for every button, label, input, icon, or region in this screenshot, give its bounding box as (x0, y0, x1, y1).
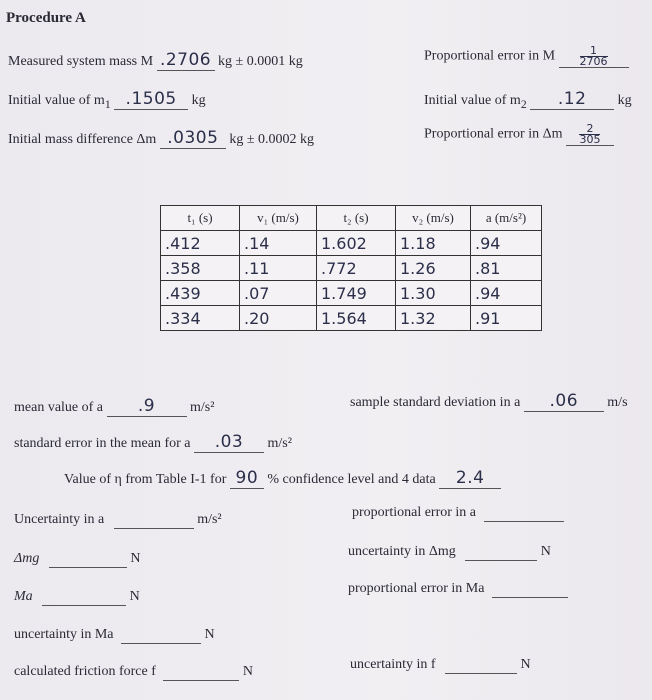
unc-a-row (14, 512, 222, 529)
eta-confidence-value[interactable]: 90 (230, 468, 264, 489)
measured-mass-label: Measured system mass M (8, 54, 154, 69)
initial-m1-value[interactable]: .1505 (114, 89, 188, 110)
eta-row (64, 468, 501, 489)
header-t1: t₁ (s) (161, 206, 240, 231)
mass-diff-label: Initial mass difference Δm (8, 132, 157, 147)
sd-a-value[interactable]: .06 (524, 391, 604, 412)
initial-m2-label: Initial value of m (424, 93, 521, 108)
initial-m1-sub: 1 (104, 97, 111, 111)
unc-f-label: uncertainty in f (350, 657, 436, 672)
table-cell[interactable]: .94 (471, 231, 542, 256)
mean-a-value[interactable]: .9 (107, 396, 187, 417)
prop-error-dm-label: Proportional error in Δm (424, 126, 563, 142)
table-cell[interactable]: .94 (471, 281, 542, 306)
table-cell[interactable]: .91 (471, 306, 542, 331)
initial-m2-sub: 2 (520, 97, 527, 111)
eta-label-b: % confidence level and 4 data (267, 472, 436, 487)
table-cell[interactable]: 1.26 (396, 256, 471, 281)
se-a-value[interactable]: .03 (194, 432, 264, 453)
unc-dmg-units: N (540, 544, 551, 559)
initial-m2-row (424, 89, 632, 111)
prop-error-m-label: Proportional error in M (424, 48, 556, 64)
table-cell[interactable]: .11 (240, 256, 317, 281)
prop-error-m-field[interactable] (559, 46, 629, 68)
ma-field[interactable] (42, 589, 126, 606)
table-cell[interactable]: 1.749 (317, 281, 396, 306)
mean-a-label: mean value of a (14, 400, 104, 415)
se-a-units: m/s² (267, 436, 292, 451)
prop-error-dm-num: 2 (586, 122, 594, 135)
measured-mass-value[interactable]: .2706 (157, 50, 215, 71)
table-row (161, 256, 542, 281)
unc-f-row (350, 657, 531, 674)
table-header-row (161, 206, 542, 231)
unc-a-label: Uncertainty in a (14, 512, 105, 527)
prop-a-label: proportional error in a (352, 505, 477, 520)
dmg-field[interactable] (49, 551, 127, 568)
mass-diff-row (8, 128, 314, 149)
sd-a-row (350, 391, 628, 412)
dmg-label: Δmg (14, 551, 40, 566)
prop-error-m-den: 2706 (579, 55, 608, 68)
table-cell[interactable]: 1.32 (396, 306, 471, 331)
sd-a-units: m/s (607, 395, 628, 410)
prop-ma-field[interactable] (492, 581, 568, 598)
mass-diff-units: kg ± 0.0002 kg (229, 132, 314, 147)
prop-error-dm-field[interactable] (566, 124, 614, 146)
ma-units: N (129, 589, 140, 604)
unc-dmg-field[interactable] (465, 544, 537, 561)
prop-error-m-fraction (580, 46, 608, 67)
table-cell[interactable]: 1.564 (317, 306, 396, 331)
table-row (161, 231, 542, 256)
initial-m1-row (8, 89, 206, 111)
prop-a-field[interactable] (484, 505, 564, 522)
mean-a-row (14, 396, 214, 417)
table-cell[interactable]: .14 (240, 231, 317, 256)
header-v1: v₁ (m/s) (240, 206, 317, 231)
prop-error-m-num: 1 (590, 44, 598, 57)
table-cell[interactable]: 1.18 (396, 231, 471, 256)
prop-error-dm-row (424, 124, 614, 146)
sd-a-label: sample standard deviation in a (350, 395, 521, 410)
unc-a-units: m/s² (197, 512, 222, 527)
initial-m1-label: Initial value of m (8, 93, 105, 108)
prop-ma-label: proportional error in Ma (348, 581, 485, 596)
unc-dmg-label: uncertainty in Δmg (348, 544, 456, 559)
prop-ma-row (348, 581, 568, 598)
prop-error-dm-den: 305 (579, 133, 601, 146)
dmg-row (14, 551, 140, 568)
se-a-row (14, 432, 292, 453)
table-cell[interactable]: 1.602 (317, 231, 396, 256)
header-a: a (m/s²) (471, 206, 542, 231)
eta-label-a: Value of η from Table I-1 for (64, 472, 227, 487)
measured-mass-row (8, 50, 303, 71)
initial-m1-units: kg (191, 93, 206, 108)
friction-label: calculated friction force f (14, 664, 156, 679)
measured-mass-units: kg ± 0.0001 kg (218, 54, 303, 69)
table-cell[interactable]: .439 (161, 281, 240, 306)
table-cell[interactable]: .07 (240, 281, 317, 306)
ma-label: Ma (14, 589, 33, 604)
unc-a-field[interactable] (114, 512, 194, 529)
table-cell[interactable]: .334 (161, 306, 240, 331)
unc-ma-field[interactable] (121, 627, 201, 644)
table-cell[interactable]: .772 (317, 256, 396, 281)
prop-error-dm-fraction (579, 124, 600, 145)
table-row (161, 281, 542, 306)
table-cell[interactable]: .412 (161, 231, 240, 256)
prop-error-m-row (424, 46, 629, 68)
unc-ma-row (14, 627, 215, 644)
friction-units: N (242, 664, 253, 679)
header-t2: t₂ (s) (317, 206, 396, 231)
table-cell[interactable]: .20 (240, 306, 317, 331)
table-cell[interactable]: .358 (161, 256, 240, 281)
initial-m2-value[interactable]: .12 (530, 89, 614, 110)
table-cell[interactable]: 1.30 (396, 281, 471, 306)
unc-ma-units: N (204, 627, 215, 642)
friction-field[interactable] (163, 664, 239, 681)
procedure-heading: Procedure A (6, 10, 86, 26)
mean-a-units: m/s² (190, 400, 215, 415)
unc-f-field[interactable] (445, 657, 517, 674)
ma-row (14, 589, 140, 606)
initial-m2-units: kg (617, 93, 632, 108)
prop-a-row (352, 505, 564, 522)
table-row (161, 306, 542, 331)
se-a-label: standard error in the mean for a (14, 436, 191, 451)
unc-ma-label: uncertainty in Ma (14, 627, 114, 642)
table-cell[interactable]: .81 (471, 256, 542, 281)
mass-diff-value[interactable]: .0305 (160, 128, 226, 149)
dmg-units: N (130, 551, 141, 566)
friction-row (14, 664, 253, 681)
eta-value[interactable]: 2.4 (439, 468, 501, 489)
header-v2: v₂ (m/s) (396, 206, 471, 231)
unc-f-units: N (520, 657, 531, 672)
unc-dmg-row (348, 544, 551, 561)
velocity-data-table (160, 205, 542, 331)
